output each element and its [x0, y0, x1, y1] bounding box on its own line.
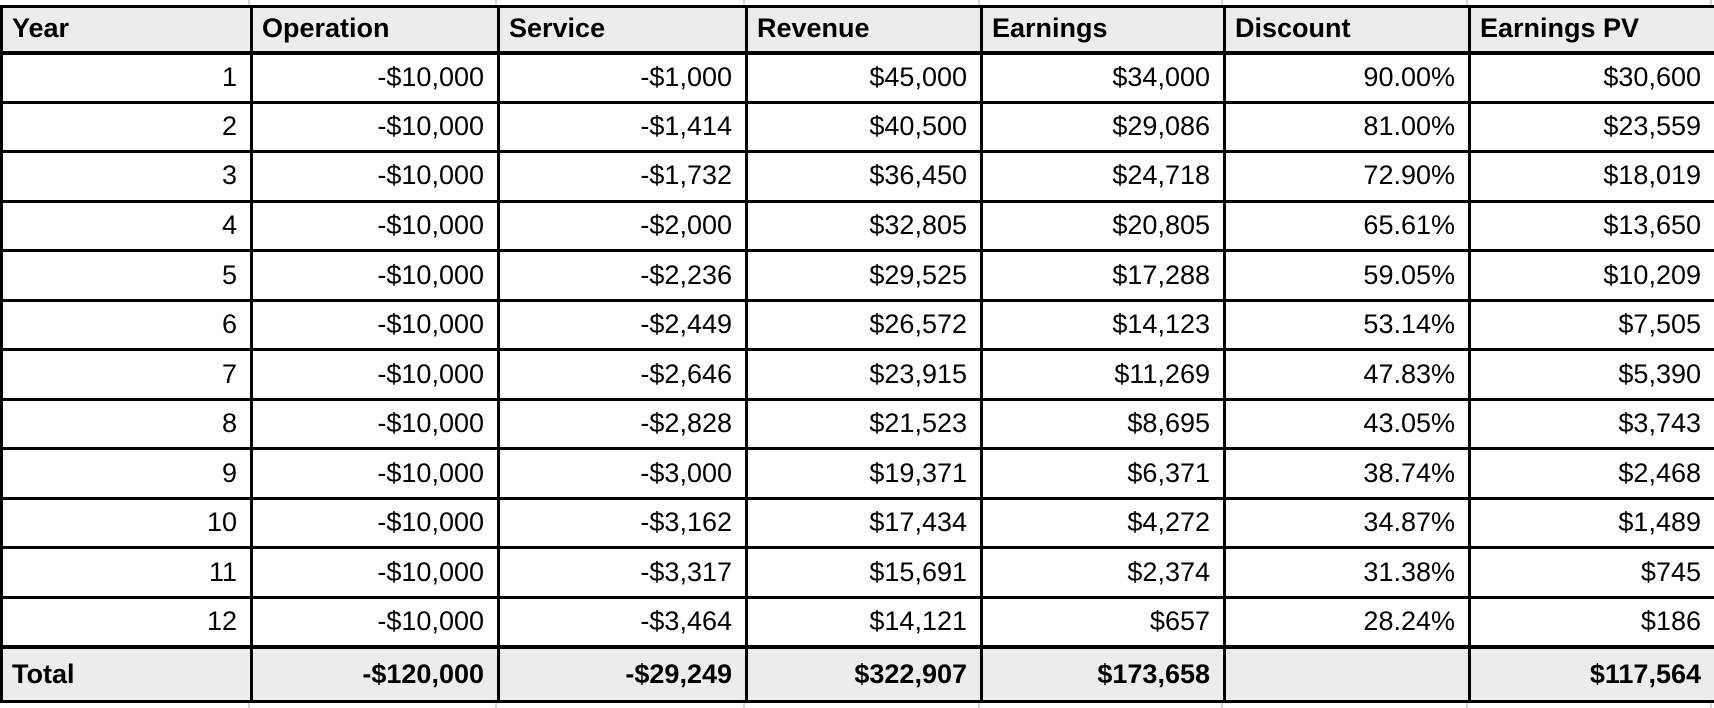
cell-operation[interactable]: -$10,000 [252, 498, 499, 548]
cell-total-operation[interactable]: -$120,000 [252, 647, 499, 702]
cell-total-revenue[interactable]: $322,907 [747, 647, 982, 702]
total-row [2, 647, 1714, 702]
cell-year[interactable]: 2 [2, 102, 252, 152]
table-row-10 [2, 498, 1714, 548]
gridline-peek-top [0, 0, 1714, 5]
cell-discount[interactable]: 31.38% [1225, 548, 1470, 598]
cell-earnings[interactable]: $17,288 [982, 251, 1225, 301]
header-row [2, 7, 1714, 53]
cell-revenue[interactable]: $36,450 [747, 152, 982, 202]
cell-year[interactable]: 10 [2, 498, 252, 548]
cell-service[interactable]: -$2,449 [499, 300, 747, 350]
cell-revenue[interactable]: $15,691 [747, 548, 982, 598]
cell-total-label[interactable]: Total [2, 647, 252, 702]
cell-service[interactable]: -$2,236 [499, 251, 747, 301]
table-row-12 [2, 597, 1714, 647]
cell-earnings-pv[interactable]: $3,743 [1470, 399, 1714, 449]
column-header-year[interactable]: Year [2, 7, 252, 53]
cell-year[interactable]: 1 [2, 53, 252, 103]
table-row-3 [2, 152, 1714, 202]
cell-earnings[interactable]: $29,086 [982, 102, 1225, 152]
cell-revenue[interactable]: $40,500 [747, 102, 982, 152]
cell-operation[interactable]: -$10,000 [252, 300, 499, 350]
table-row-2 [2, 102, 1714, 152]
cell-earnings[interactable]: $657 [982, 597, 1225, 647]
cell-discount[interactable]: 72.90% [1225, 152, 1470, 202]
cell-earnings[interactable]: $6,371 [982, 449, 1225, 499]
cell-earnings[interactable]: $8,695 [982, 399, 1225, 449]
cell-operation[interactable]: -$10,000 [252, 597, 499, 647]
cell-earnings-pv[interactable]: $13,650 [1470, 201, 1714, 251]
cell-earnings[interactable]: $14,123 [982, 300, 1225, 350]
cell-operation[interactable]: -$10,000 [252, 201, 499, 251]
cell-earnings-pv[interactable]: $745 [1470, 548, 1714, 598]
cell-earnings[interactable]: $2,374 [982, 548, 1225, 598]
cell-discount[interactable]: 34.87% [1225, 498, 1470, 548]
cell-earnings-pv[interactable]: $7,505 [1470, 300, 1714, 350]
table-row-1 [2, 53, 1714, 103]
cell-total-earnings-pv[interactable]: $117,564 [1470, 647, 1714, 702]
column-header-discount[interactable]: Discount [1225, 7, 1470, 53]
cell-year[interactable]: 11 [2, 548, 252, 598]
table-row-4 [2, 201, 1714, 251]
cell-earnings-pv[interactable]: $186 [1470, 597, 1714, 647]
cell-earnings-pv[interactable]: $10,209 [1470, 251, 1714, 301]
cell-revenue[interactable]: $14,121 [747, 597, 982, 647]
cell-discount[interactable]: 59.05% [1225, 251, 1470, 301]
table-row-8 [2, 399, 1714, 449]
cell-operation[interactable]: -$10,000 [252, 548, 499, 598]
cell-total-earnings[interactable]: $173,658 [982, 647, 1225, 702]
cell-service[interactable]: -$1,732 [499, 152, 747, 202]
gridline-peek-bottom [0, 703, 1714, 708]
cell-year[interactable]: 8 [2, 399, 252, 449]
cell-earnings[interactable]: $34,000 [982, 53, 1225, 103]
cell-operation[interactable]: -$10,000 [252, 102, 499, 152]
cell-earnings-pv[interactable]: $1,489 [1470, 498, 1714, 548]
cell-revenue[interactable]: $32,805 [747, 201, 982, 251]
cell-year[interactable]: 6 [2, 300, 252, 350]
cell-earnings[interactable]: $4,272 [982, 498, 1225, 548]
cell-discount[interactable]: 81.00% [1225, 102, 1470, 152]
cell-service[interactable]: -$1,000 [499, 53, 747, 103]
cash-flow-table [0, 5, 1714, 704]
cell-earnings-pv[interactable]: $30,600 [1470, 53, 1714, 103]
cell-total-service[interactable]: -$29,249 [499, 647, 747, 702]
cell-discount[interactable]: 65.61% [1225, 201, 1470, 251]
cell-earnings[interactable]: $11,269 [982, 350, 1225, 400]
cell-service[interactable]: -$1,414 [499, 102, 747, 152]
cell-service[interactable]: -$3,464 [499, 597, 747, 647]
column-header-revenue[interactable]: Revenue [747, 7, 982, 53]
column-header-service[interactable]: Service [499, 7, 747, 53]
cell-operation[interactable]: -$10,000 [252, 251, 499, 301]
cell-discount[interactable]: 43.05% [1225, 399, 1470, 449]
cell-discount[interactable]: 53.14% [1225, 300, 1470, 350]
column-header-earnings-pv[interactable]: Earnings PV [1470, 7, 1714, 53]
table-row-6 [2, 300, 1714, 350]
cell-revenue[interactable]: $23,915 [747, 350, 982, 400]
cell-earnings[interactable]: $24,718 [982, 152, 1225, 202]
cell-operation[interactable]: -$10,000 [252, 350, 499, 400]
cell-total-discount[interactable] [1225, 647, 1470, 702]
column-header-operation[interactable]: Operation [252, 7, 499, 53]
table-row-11 [2, 548, 1714, 598]
cell-year[interactable]: 9 [2, 449, 252, 499]
cell-operation[interactable]: -$10,000 [252, 53, 499, 103]
cell-discount[interactable]: 28.24% [1225, 597, 1470, 647]
cell-service[interactable]: -$3,000 [499, 449, 747, 499]
cell-service[interactable]: -$2,000 [499, 201, 747, 251]
cell-operation[interactable]: -$10,000 [252, 449, 499, 499]
cell-revenue[interactable]: $29,525 [747, 251, 982, 301]
cell-service[interactable]: -$2,646 [499, 350, 747, 400]
cell-earnings-pv[interactable]: $18,019 [1470, 152, 1714, 202]
cell-discount[interactable]: 47.83% [1225, 350, 1470, 400]
cell-year[interactable]: 4 [2, 201, 252, 251]
cell-earnings-pv[interactable]: $5,390 [1470, 350, 1714, 400]
cell-year[interactable]: 7 [2, 350, 252, 400]
table-row-5 [2, 251, 1714, 301]
cell-revenue[interactable]: $45,000 [747, 53, 982, 103]
cell-revenue[interactable]: $19,371 [747, 449, 982, 499]
cell-service[interactable]: -$2,828 [499, 399, 747, 449]
cell-discount[interactable]: 90.00% [1225, 53, 1470, 103]
cell-operation[interactable]: -$10,000 [252, 399, 499, 449]
cell-service[interactable]: -$3,162 [499, 498, 747, 548]
cell-service[interactable]: -$3,317 [499, 548, 747, 598]
cell-year[interactable]: 5 [2, 251, 252, 301]
cell-earnings-pv[interactable]: $23,559 [1470, 102, 1714, 152]
table-row-9 [2, 449, 1714, 499]
cell-earnings[interactable]: $20,805 [982, 201, 1225, 251]
cell-revenue[interactable]: $17,434 [747, 498, 982, 548]
table-row-7 [2, 350, 1714, 400]
cell-operation[interactable]: -$10,000 [252, 152, 499, 202]
cell-discount[interactable]: 38.74% [1225, 449, 1470, 499]
cell-revenue[interactable]: $26,572 [747, 300, 982, 350]
cell-revenue[interactable]: $21,523 [747, 399, 982, 449]
column-header-earnings[interactable]: Earnings [982, 7, 1225, 53]
cell-earnings-pv[interactable]: $2,468 [1470, 449, 1714, 499]
cell-year[interactable]: 3 [2, 152, 252, 202]
cell-year[interactable]: 12 [2, 597, 252, 647]
